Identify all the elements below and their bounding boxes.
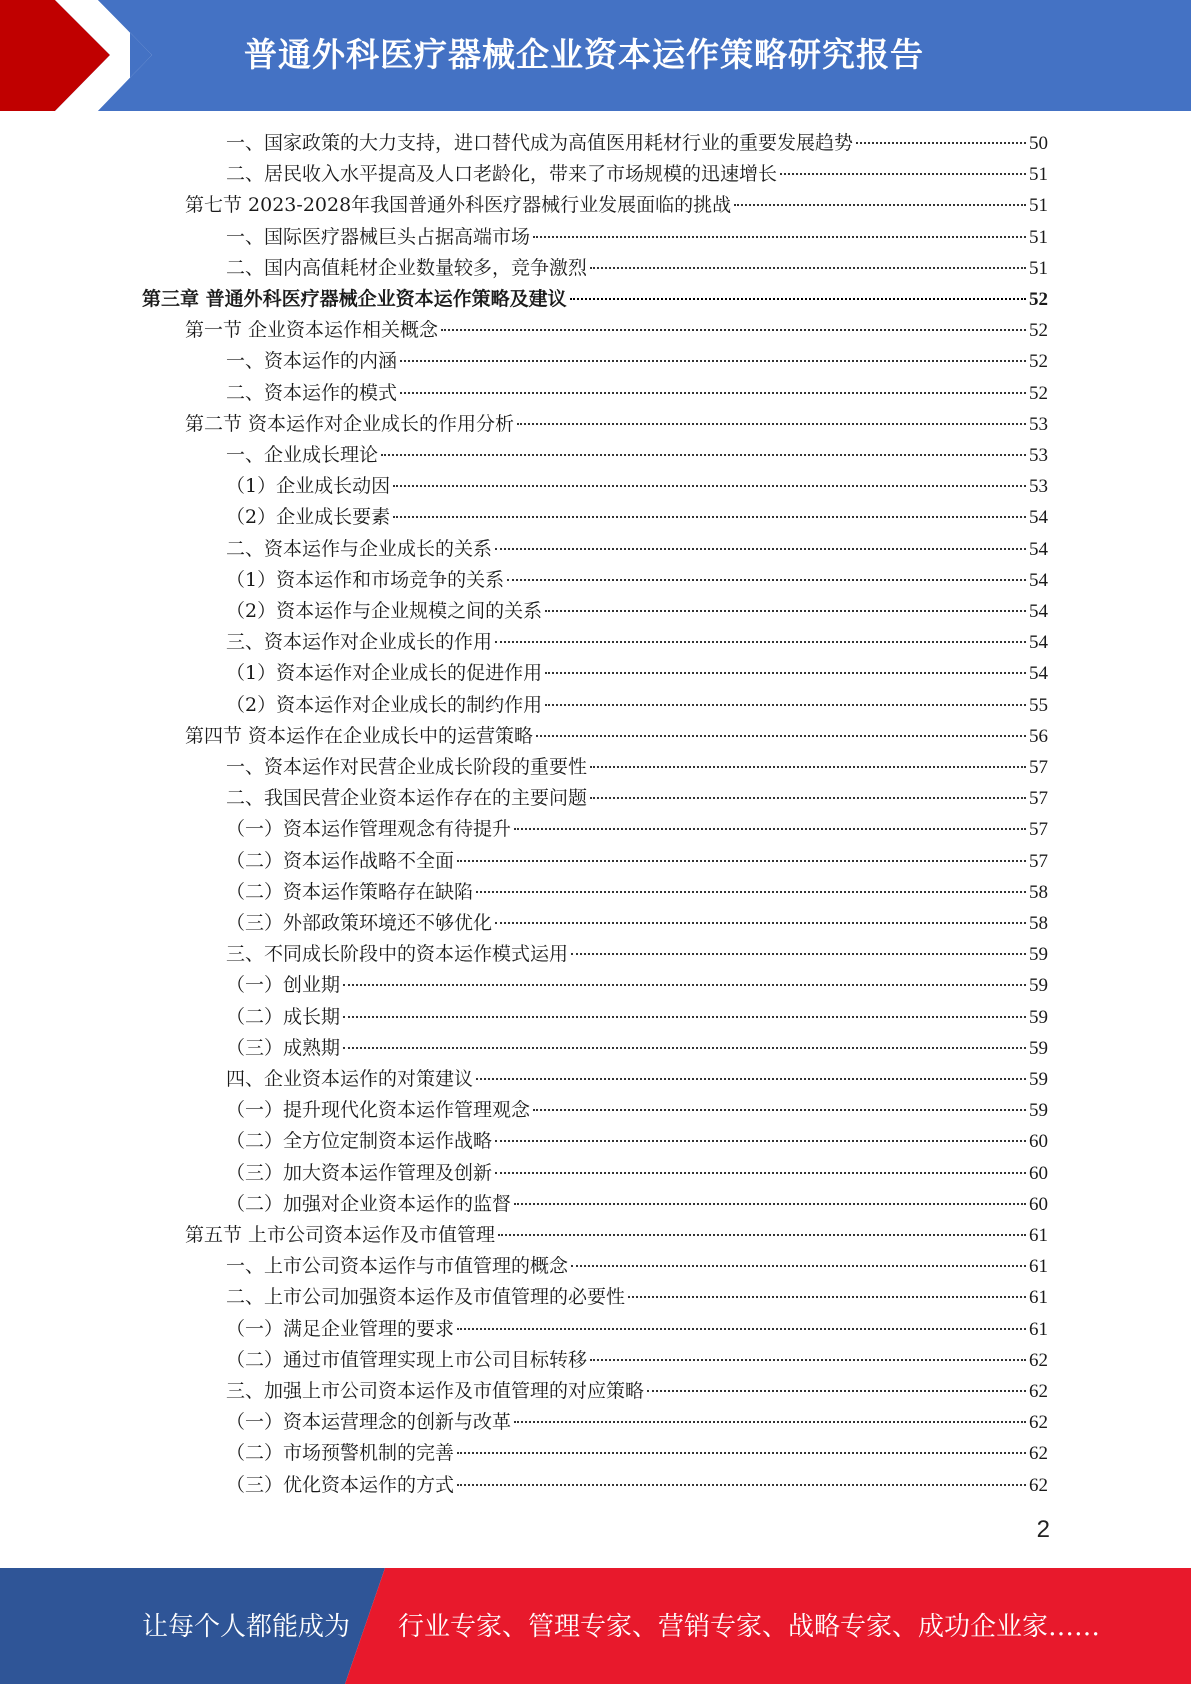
- toc-subsection-row[interactable]: [226, 814, 1048, 845]
- toc-page-number: 53: [1029, 476, 1048, 498]
- toc-subsection-row[interactable]: [226, 1282, 1048, 1313]
- toc-subsection-row[interactable]: [226, 1345, 1048, 1376]
- toc-entry-title: （三）优化资本运作的方式: [226, 1473, 455, 1496]
- toc-page-number: 52: [1029, 289, 1048, 310]
- toc-entry-title: （一）提升现代化资本运作管理观念: [226, 1099, 531, 1122]
- toc-entry-title: （三）外部政策环境还不够优化: [226, 912, 493, 934]
- toc-dot-leader: [571, 1264, 1026, 1267]
- toc-dot-leader: [495, 921, 1026, 924]
- toc-page-number: 62: [1029, 1349, 1048, 1371]
- toc-dot-leader: [647, 1389, 1026, 1392]
- toc-entry-title: （一）资本运营理念的创新与改革: [226, 1411, 512, 1434]
- toc-dot-leader: [393, 515, 1026, 518]
- toc-dot-leader: [780, 172, 1026, 175]
- toc-entry-title: （二）通过市值管理实现上市公司目标转移: [226, 1348, 588, 1371]
- toc-entry-title: 第二节 资本运作对企业成长的作用分析: [185, 412, 515, 435]
- toc-dot-leader: [571, 952, 1026, 955]
- toc-dot-leader: [343, 1015, 1026, 1018]
- toc-entry-title: 第四节 资本运作在企业成长中的运营策略: [185, 724, 534, 747]
- toc-subsection-row[interactable]: [226, 1251, 1048, 1282]
- toc-dot-leader: [441, 328, 1026, 331]
- toc-dot-leader: [533, 235, 1026, 238]
- toc-entry-title: 第三章 普通外科医疗器械企业资本运作策略及建议: [142, 288, 567, 310]
- toc-entry-title: （一）资本运作管理观念有待提升: [226, 818, 512, 841]
- toc-page-number: 54: [1029, 538, 1048, 560]
- toc-dot-leader: [514, 1420, 1026, 1423]
- toc-entry-title: 第一节 企业资本运作相关概念: [185, 319, 439, 342]
- toc-entry-title: 第七节 2023-2028年我国普通外科医疗器械行业发展面临的挑战: [185, 194, 732, 217]
- toc-subsection-row[interactable]: [226, 752, 1048, 783]
- toc-entry-title: 一、资本运作对民营企业成长阶段的重要性: [226, 756, 588, 778]
- toc-entry-title: （1）资本运作和市场竞争的关系: [226, 568, 505, 591]
- report-title: 普通外科医疗器械企业资本运作策略研究报告: [244, 35, 924, 74]
- toc-dot-leader: [400, 359, 1026, 362]
- toc-subsection-row[interactable]: [226, 970, 1048, 1001]
- toc-chapter-row[interactable]: [142, 284, 1048, 315]
- toc-dot-leader: [590, 765, 1026, 768]
- toc-entry-title: （三）成熟期: [226, 1036, 341, 1059]
- toc-page-number: 56: [1029, 725, 1048, 747]
- toc-page-number: 58: [1029, 913, 1048, 934]
- page-number: 2: [1036, 1516, 1050, 1543]
- toc-subsection-row[interactable]: [226, 534, 1048, 565]
- toc-entry-title: 二、我国民营企业资本运作存在的主要问题: [226, 787, 588, 810]
- toc-subsection-row[interactable]: [226, 1470, 1048, 1501]
- toc-page-number: 61: [1029, 1225, 1048, 1246]
- toc-dot-leader: [495, 547, 1026, 550]
- toc-entry-title: 二、资本运作与企业成长的关系: [226, 537, 493, 560]
- toc-page-number: 57: [1029, 819, 1048, 841]
- toc-subsection-row[interactable]: [226, 222, 1048, 253]
- toc-section-row[interactable]: [185, 315, 1048, 346]
- toc-subsection-row[interactable]: [226, 1158, 1048, 1189]
- toc-dot-leader: [393, 484, 1026, 487]
- toc-subsection-row[interactable]: [226, 440, 1048, 471]
- toc-entry-title: （二）全方位定制资本运作战略: [226, 1130, 493, 1153]
- toc-entry-title: 一、国家政策的大力支持，进口替代成为高值医用耗材行业的重要发展趋势: [226, 132, 854, 154]
- toc-dot-leader: [498, 1233, 1026, 1236]
- toc-page-number: 60: [1029, 1162, 1048, 1184]
- toc-subsection-row[interactable]: [226, 159, 1048, 190]
- toc-dot-leader: [507, 578, 1026, 581]
- toc-page-number: 54: [1029, 569, 1048, 591]
- toc-dot-leader: [457, 1483, 1026, 1486]
- toc-subsection-row[interactable]: [226, 502, 1048, 533]
- toc-subsection-row[interactable]: [226, 1438, 1048, 1469]
- toc-entry-title: （1）企业成长动因: [226, 475, 391, 498]
- toc-page-number: 61: [1029, 1287, 1048, 1309]
- toc-page-number: 59: [1029, 1037, 1048, 1059]
- toc-section-row[interactable]: [185, 190, 1048, 221]
- toc-subsection-row[interactable]: [226, 253, 1048, 284]
- toc-dot-leader: [514, 1202, 1026, 1205]
- toc-page-number: 60: [1029, 1193, 1048, 1215]
- toc-subsection-row[interactable]: [226, 1033, 1048, 1064]
- toc-entry-title: （2）资本运作对企业成长的制约作用: [226, 693, 543, 716]
- toc-page-number: 57: [1029, 757, 1048, 778]
- footer-slogan-right: 行业专家、管理专家、营销专家、战略专家、成功企业家……: [398, 1612, 1101, 1642]
- toc-dot-leader: [495, 1139, 1026, 1142]
- toc-subsection-row[interactable]: [226, 1314, 1048, 1345]
- toc-dot-leader: [495, 640, 1026, 643]
- toc-dot-leader: [457, 859, 1026, 862]
- toc-dot-leader: [533, 1108, 1026, 1111]
- toc-dot-leader: [590, 796, 1026, 799]
- toc-entry-title: 二、居民收入水平提高及人口老龄化，带来了市场规模的迅速增长: [226, 163, 778, 186]
- toc-page-number: 52: [1029, 320, 1048, 342]
- toc-page-number: 55: [1029, 694, 1048, 716]
- toc-subsection-row[interactable]: [226, 846, 1048, 877]
- toc-entry-title: （2）企业成长要素: [226, 506, 391, 529]
- toc-entry-title: 三、加强上市公司资本运作及市值管理的对应策略: [226, 1380, 645, 1402]
- toc-dot-leader: [856, 141, 1026, 144]
- toc-dot-leader: [590, 1358, 1026, 1361]
- toc-entry-title: （一）创业期: [226, 974, 341, 997]
- toc-subsection-row[interactable]: [226, 565, 1048, 596]
- toc-page-number: 61: [1029, 1256, 1048, 1278]
- toc-dot-leader: [570, 297, 1026, 300]
- toc-subsection-row[interactable]: [226, 908, 1048, 939]
- toc-page-number: 59: [1029, 1069, 1048, 1090]
- toc-subsection-row[interactable]: [226, 690, 1048, 721]
- toc-dot-leader: [343, 1046, 1026, 1049]
- toc-dot-leader: [400, 391, 1026, 394]
- toc-subsection-row[interactable]: [226, 1407, 1048, 1438]
- toc-page-number: 50: [1029, 133, 1048, 154]
- toc-subsection-row[interactable]: [226, 1189, 1048, 1220]
- toc-dot-leader: [495, 1171, 1026, 1174]
- toc-entry-title: （二）加强对企业资本运作的监督: [226, 1192, 512, 1215]
- toc-page-number: 62: [1029, 1443, 1048, 1465]
- toc-page-number: 62: [1029, 1412, 1048, 1434]
- toc-subsection-row[interactable]: [226, 658, 1048, 689]
- toc-dot-leader: [545, 609, 1026, 612]
- toc-subsection-row[interactable]: [226, 1095, 1048, 1126]
- toc-entry-title: 三、资本运作对企业成长的作用: [226, 631, 493, 654]
- toc-page-number: 52: [1029, 351, 1048, 373]
- toc-page-number: 59: [1029, 975, 1048, 997]
- toc-subsection-row[interactable]: [226, 128, 1048, 159]
- toc-dot-leader: [381, 453, 1026, 456]
- toc-entry-title: 二、资本运作的模式: [226, 381, 398, 404]
- toc-page-number: 54: [1029, 601, 1048, 622]
- toc-section-row[interactable]: [185, 1220, 1048, 1251]
- toc-entry-title: 第五节 上市公司资本运作及市值管理: [185, 1224, 496, 1246]
- page-header: [0, 0, 1191, 111]
- toc-page-number: 62: [1029, 1474, 1048, 1496]
- toc-entry-title: （1）资本运作对企业成长的促进作用: [226, 662, 543, 685]
- toc-page-number: 54: [1029, 632, 1048, 654]
- toc-subsection-row[interactable]: [226, 1002, 1048, 1033]
- toc-page-number: 51: [1029, 195, 1048, 217]
- toc-page-number: 54: [1029, 507, 1048, 529]
- toc-dot-leader: [343, 983, 1026, 986]
- toc-dot-leader: [628, 1295, 1026, 1298]
- toc-section-row[interactable]: [185, 721, 1048, 752]
- toc-page-number: 57: [1029, 850, 1048, 872]
- toc-entry-title: （二）成长期: [226, 1005, 341, 1028]
- toc-dot-leader: [476, 890, 1026, 893]
- toc-entry-title: （二）资本运作战略不全面: [226, 849, 455, 872]
- toc-entry-title: 三、不同成长阶段中的资本运作模式运用: [226, 943, 569, 966]
- toc-page-number: 52: [1029, 382, 1048, 404]
- toc-entry-title: 一、资本运作的内涵: [226, 350, 398, 373]
- toc-subsection-row[interactable]: [226, 877, 1048, 908]
- toc-entry-title: （2）资本运作与企业规模之间的关系: [226, 600, 543, 622]
- toc-page-number: 57: [1029, 788, 1048, 810]
- toc-section-row[interactable]: [185, 409, 1048, 440]
- toc-dot-leader: [517, 422, 1026, 425]
- toc-page-number: 59: [1029, 1006, 1048, 1028]
- toc-entry-title: （二）市场预警机制的完善: [226, 1442, 455, 1465]
- footer-slogan-left: 让每个人都能成为: [142, 1612, 351, 1642]
- toc-subsection-row[interactable]: [226, 783, 1048, 814]
- toc-entry-title: 四、企业资本运作的对策建议: [226, 1068, 474, 1090]
- toc-dot-leader: [476, 1077, 1026, 1080]
- toc-page-number: 53: [1029, 445, 1048, 466]
- toc-subsection-row[interactable]: [226, 471, 1048, 502]
- toc-page-number: 51: [1029, 226, 1048, 248]
- toc-page-number: 54: [1029, 663, 1048, 685]
- toc-page-number: 62: [1029, 1381, 1048, 1402]
- toc-subsection-row[interactable]: [226, 378, 1048, 409]
- toc-dot-leader: [545, 671, 1026, 674]
- toc-page-number: 61: [1029, 1318, 1048, 1340]
- toc-page-number: 59: [1029, 1100, 1048, 1122]
- toc-subsection-row[interactable]: [226, 627, 1048, 658]
- toc-entry-title: （三）加大资本运作管理及创新: [226, 1161, 493, 1184]
- toc-subsection-row[interactable]: [226, 596, 1048, 627]
- toc-page-number: 59: [1029, 944, 1048, 966]
- toc-subsection-row[interactable]: [226, 1064, 1048, 1095]
- toc-entry-title: （二）资本运作策略存在缺陷: [226, 880, 474, 903]
- toc-page-number: 58: [1029, 881, 1048, 903]
- toc-subsection-row[interactable]: [226, 1376, 1048, 1407]
- toc-entry-title: 一、国际医疗器械巨头占据高端市场: [226, 225, 531, 248]
- toc-page-number: 51: [1029, 257, 1048, 279]
- toc-entry-title: （一）满足企业管理的要求: [226, 1317, 455, 1340]
- toc-subsection-row[interactable]: [226, 1126, 1048, 1157]
- page-footer: [0, 1568, 1191, 1684]
- toc-page-number: 51: [1029, 164, 1048, 186]
- toc-page-number: 60: [1029, 1131, 1048, 1153]
- toc-entry-title: 二、上市公司加强资本运作及市值管理的必要性: [226, 1286, 626, 1309]
- toc-entry-title: 一、企业成长理论: [226, 444, 379, 466]
- toc-subsection-row[interactable]: [226, 346, 1048, 377]
- toc-dot-leader: [457, 1327, 1026, 1330]
- toc-dot-leader: [590, 266, 1026, 269]
- toc-dot-leader: [457, 1451, 1026, 1454]
- toc-page-number: 53: [1029, 413, 1048, 435]
- toc-dot-leader: [734, 203, 1026, 206]
- toc-dot-leader: [536, 734, 1026, 737]
- toc-entry-title: 一、上市公司资本运作与市值管理的概念: [226, 1255, 569, 1278]
- toc-subsection-row[interactable]: [226, 939, 1048, 970]
- toc-dot-leader: [545, 703, 1026, 706]
- toc-entry-title: 二、国内高值耗材企业数量较多，竞争激烈: [226, 256, 588, 279]
- toc-dot-leader: [514, 827, 1026, 830]
